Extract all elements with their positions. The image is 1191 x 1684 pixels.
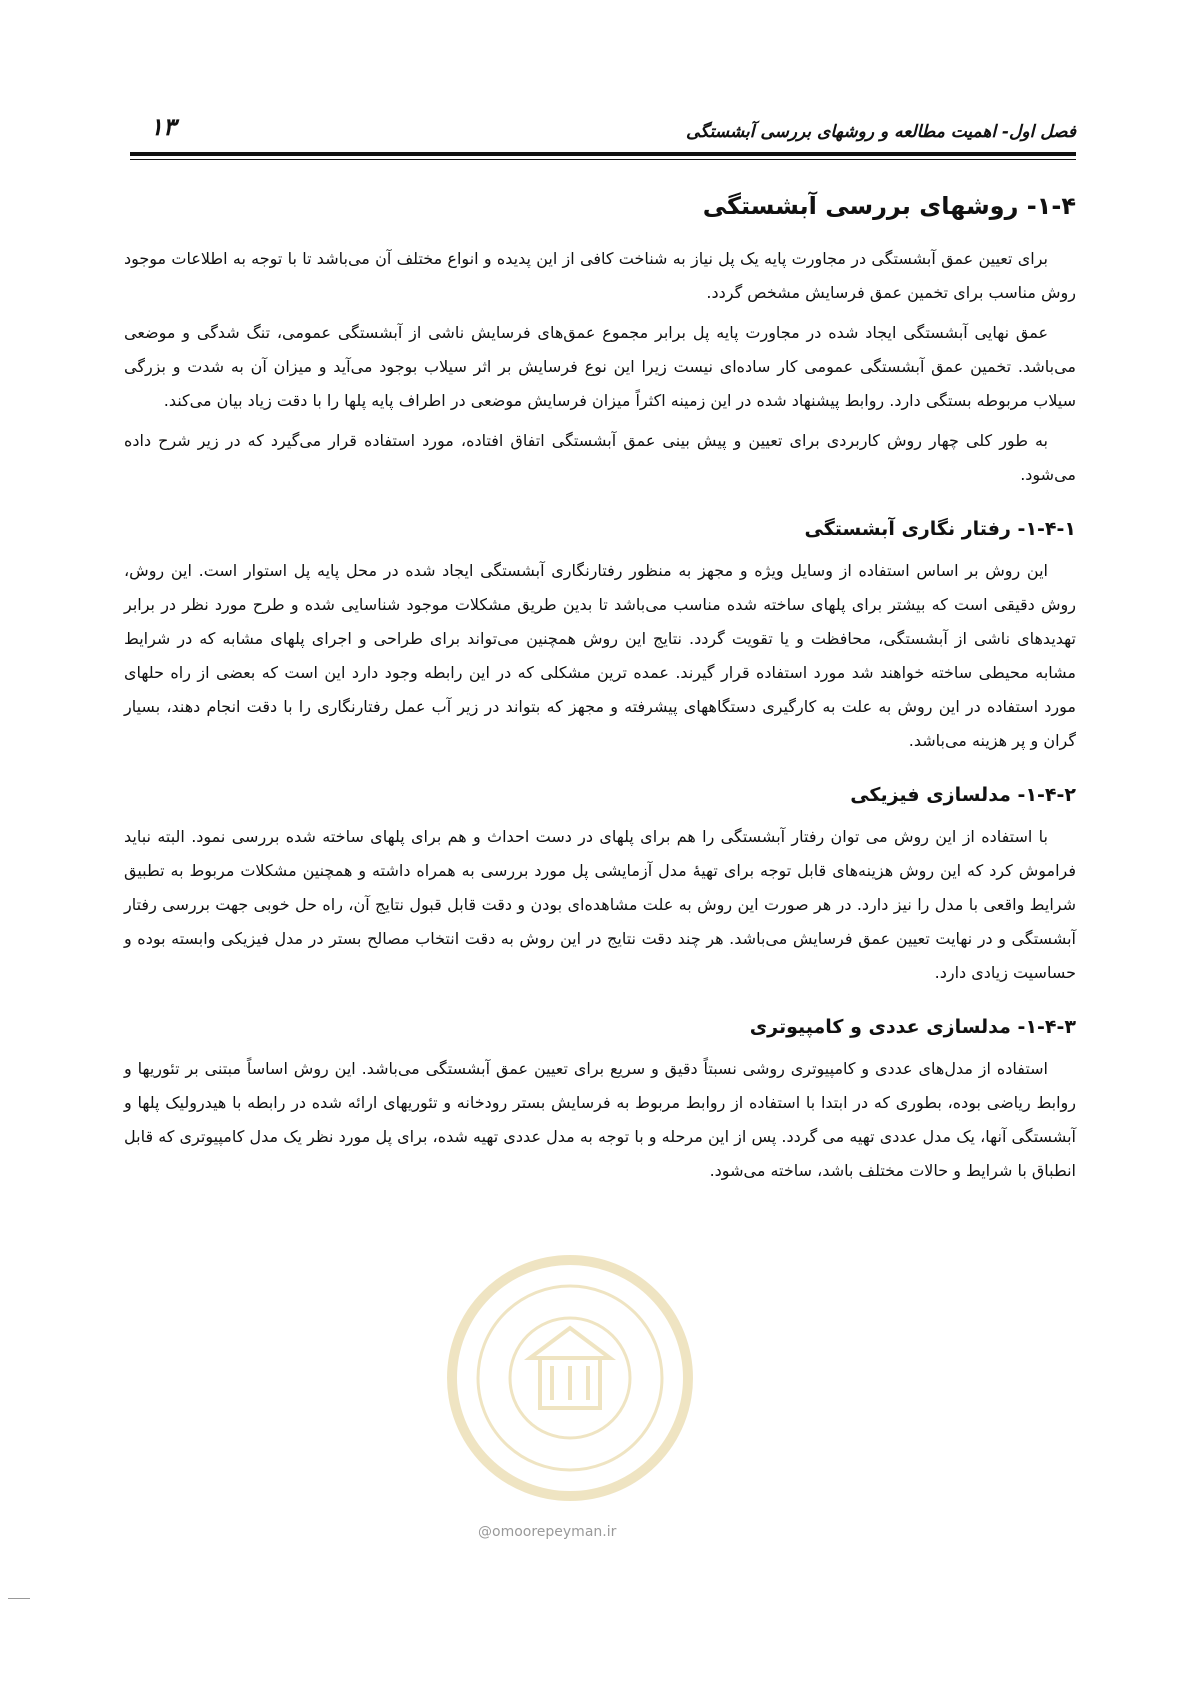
subsection-heading: ۱-۴-۲- مدلسازی فیزیکی [850,784,1076,806]
paragraph: برای تعیین عمق آبشستگی در مجاورت پایه یک پل نیاز به شناخت کافی از این پدیده و انواع مختلف آن می‌باشد تا با توجه به اطلاعات موجود روش مناسب برای تخمین عمق فرسایش مشخص گردد. [124,249,1076,302]
paragraph: با استفاده از این روش می توان رفتار آبشستگی را هم برای پلهای در دست احداث و هم برای پلهای ساخته شده بررسی نمود. البته نباید فراموش کرد که این روش هزینه‌های قابل توجه برای تهیهٔ مدل آزمایشی پل مورد بررسی به همراه داشته و همچنین مشکلات مربوط به تطبیق شرایط واقعی با مدل را نیز دارد. در هر صورت این روش به علت مشاهده‌ای بودن و دقت قابل قبول نتایج آن، راه حل خوبی جهت بررسی رفتار آبشستگی و در نهایت تعیین عمق فرسایش می‌باشد. هر چند دقت نتایج در این روش به دقت انتخاب مصالح بستر در مدل فیزیکی وابسته بوده و حساسیت زیادی دارد. [124,827,1076,982]
paragraph: عمق نهایی آبشستگی ایجاد شده در مجاورت پایه پل برابر مجموع عمق‌های فرسایش ناشی از آبشستگی عمومی، تنگ شدگی و موضعی می‌باشد. تخمین عمق آبشستگی عمومی کار ساده‌ای نیست زیرا این نوع فرسایش بر اثر سیلاب بوجود می‌آید و میزان آن به شدت و بزرگی سیلاب مربوطه بستگی دارد. روابط پیشنهاد شده در این زمینه اکثراً میزان فرسایش موضعی در اطراف پایه پلها را با دقت زیاد بیان می‌کند. [124,323,1076,410]
paragraph: استفاده از مدل‌های عددی و کامپیوتری روشی نسبتاً دقیق و سریع برای تعیین عمق آبشستگی می‌باشد. این روش اساساً مبتنی بر تئوریها و روابط ریاضی بوده، بطوری که در ابتدا با استفاده از روابط مربوط به فرسایش بستر رودخانه و تئوریهای ارائه شده در رابطه با هیدرولیک پلها و آبشستگی آنها، یک مدل عددی تهیه می گردد. پس از این مرحله و با توجه به مدل عددی تهیه شده، برای پل مورد نظر یک مدل کامپیوتری که قابل انطباق با شرایط و حالات مختلف باشد، ساخته می‌شود. [124,1059,1076,1180]
margin-mark [8,1598,30,1599]
chapter-title: فصل اول- اهمیت مطالعه و روشهای بررسی آبشستگی [686,122,1076,142]
body-text [124,182,1076,1194]
subsection-heading: ۱-۴-۱- رفتار نگاری آبشستگی [804,518,1076,540]
header-rule [130,152,1076,156]
section-heading: ۱-۴- روشهای بررسی آبشستگی [702,192,1076,220]
watermark-caption: @omoorepeyman.ir [478,1524,617,1540]
header-rule-thin [130,159,1076,160]
running-header [130,108,1076,150]
subsection-heading: ۱-۴-۳- مدلسازی عددی و کامپیوتری [749,1016,1076,1038]
page-number: ۱۳ [150,112,176,141]
watermark-seal [440,1248,700,1508]
paragraph: این روش بر اساس استفاده از وسایل ویژه و مجهز به منظور رفتارنگاری آبشستگی ایجاد شده در محل پایه پل استوار است. این روش، روش دقیقی است که بیشتر برای پلهای ساخته شده مناسب می‌باشد تا بدین طریق مشکلات موجود شناسایی شده و طرح مورد نظر در برابر تهدیدهای ناشی از آبشستگی، محافظت و یا تقویت گردد. نتایج این روش همچنین می‌تواند برای طراحی و اجرای پلهای مشابه که در شرایط مشابه محیطی ساخته خواهند شد مورد استفاده قرار گیرند. عمده ترین مشکلی که در این رابطه وجود دارد این است که بعضی از راه حلهای مورد استفاده در این روش به علت به کارگیری دستگاههای پیشرفته و مجهز که بتواند در زیر آب عمل رفتارنگاری را با دقت انجام دهند، بسیار گران و پر هزینه می‌باشد. [124,561,1076,750]
paragraph: به طور کلی چهار روش کاربردی برای تعیین و پیش بینی عمق آبشستگی اتفاق افتاده، مورد استفاده قرار می‌گیرد که در زیر شرح داده می‌شود. [124,431,1076,484]
